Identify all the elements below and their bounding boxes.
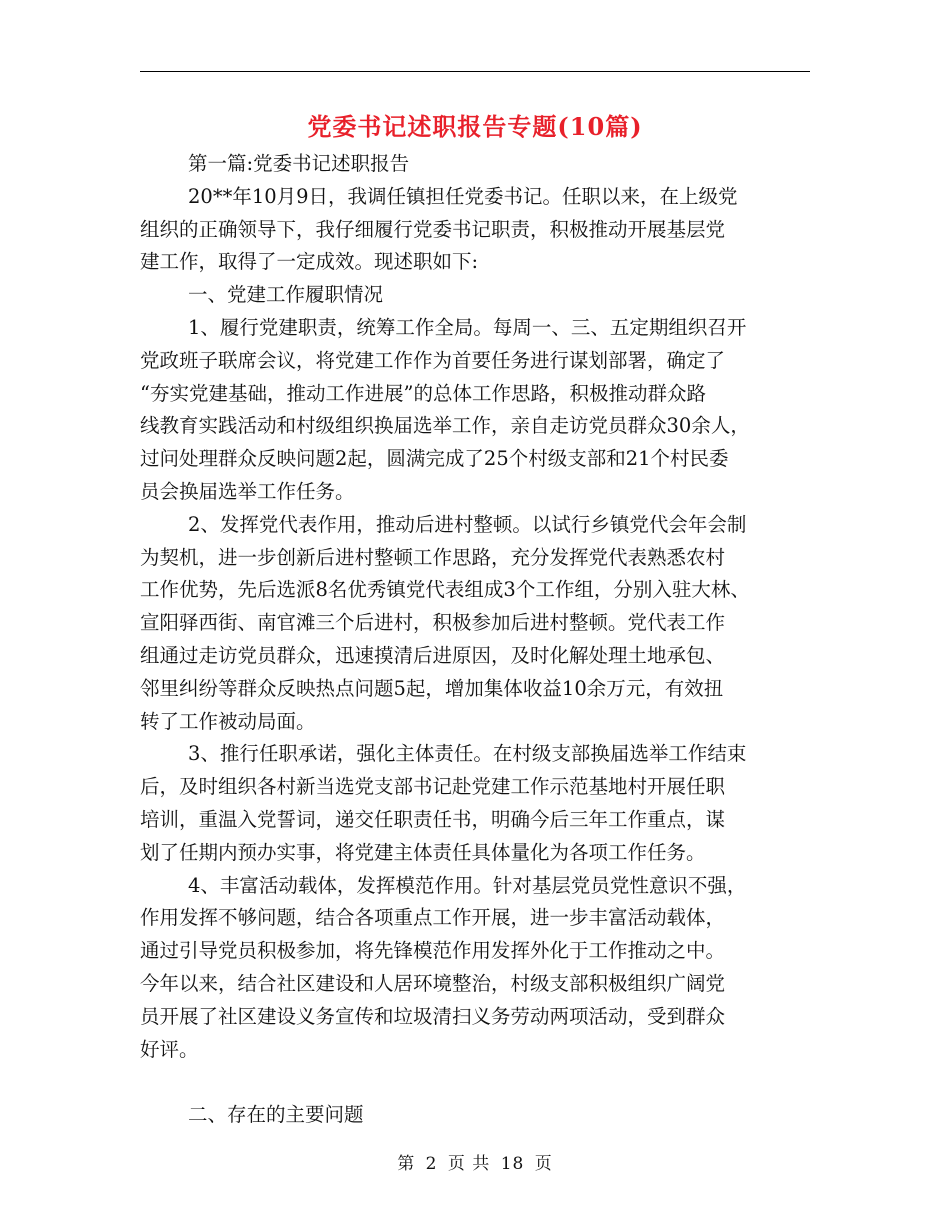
- paragraph-line: 员开展了社区建设义务宣传和垃圾清扫义务劳动两项活动，受到群众: [140, 1004, 726, 1028]
- paragraph-line: 组织的正确领导下，我仔细履行党委书记职责，积极推动开展基层党: [140, 217, 726, 241]
- paragraph-line: 为契机，进一步创新后进村整顿工作思路，充分发挥党代表熟悉农村: [140, 545, 726, 569]
- footer-current-page: 2: [425, 1154, 438, 1174]
- paragraph-line: 二、存在的主要问题: [188, 1103, 364, 1127]
- paragraph-line: 党政班子联席会议，将党建工作作为首要任务进行谋划部署，确定了: [140, 348, 726, 372]
- paragraph-line: 组通过走访党员群众，迅速摸清后进原因，及时化解处理土地承包、: [140, 643, 726, 667]
- paragraph-line: 转了工作被动局面。: [140, 709, 316, 733]
- paragraph-line: 员会换届选举工作任务。: [140, 479, 355, 503]
- paragraph-line: 培训，重温入党誓词，递交任职责任书，明确今后三年工作重点，谋: [140, 807, 726, 831]
- paragraph-line: 4、丰富活动载体，发挥模范作用。针对基层党员党性意识不强，: [188, 873, 747, 897]
- footer-suffix: 页: [534, 1154, 553, 1174]
- paragraph-line: 20**年10月9日，我调任镇担任党委书记。任职以来，在上级党: [188, 184, 738, 208]
- paragraph-line: 建工作，取得了一定成效。现述职如下:: [140, 250, 479, 274]
- document-title: 党委书记述职报告专题(10篇): [307, 112, 643, 141]
- page-footer: [0, 1152, 950, 1176]
- paragraph-line: 宣阳驿西街、南官滩三个后进村，积极参加后进村整顿。党代表工作: [140, 611, 726, 635]
- footer-total-pages: 18: [500, 1154, 525, 1174]
- document-body: [140, 148, 840, 1132]
- paragraph-line: 1、履行党建职责，统筹工作全局。每周一、三、五定期组织召开: [188, 315, 747, 339]
- paragraph-line: 通过引导党员积极参加，将先锋模范作用发挥外化于工作推动之中。: [140, 939, 726, 963]
- header-rule: [140, 71, 810, 72]
- paragraph-line: 工作优势，先后选派8名优秀镇党代表组成3个工作组，分别入驻大林、: [140, 578, 750, 602]
- paragraph-line: 后，及时组织各村新当选党支部书记赴党建工作示范基地村开展任职: [140, 775, 726, 799]
- paragraph-line: 2、发挥党代表作用，推动后进村整顿。以试行乡镇党代会年会制: [188, 512, 747, 536]
- paragraph-line: 过问处理群众反映问题2起，圆满完成了25个村级支部和21个村民委: [140, 447, 729, 471]
- paragraph-line: [140, 1066, 840, 1099]
- paragraph-line: 线教育实践活动和村级组织换届选举工作，亲自走访党员群众30余人，: [140, 414, 750, 438]
- paragraph-line: 今年以来，结合社区建设和人居环境整治，村级支部积极组织广阔党: [140, 971, 726, 995]
- paragraph-line: “夯实党建基础，推动工作进展”的总体工作思路，积极推动群众路: [140, 381, 706, 405]
- paragraph-line: 邻里纠纷等群众反映热点问题5起，增加集体收益10余万元，有效扭: [140, 676, 724, 700]
- paragraph-line: 3、推行任职承诺，强化主体责任。在村级支部换届选举工作结束: [188, 742, 747, 766]
- footer-middle: 页 共: [447, 1154, 491, 1174]
- paragraph-line: 一、党建工作履职情况: [188, 283, 384, 307]
- paragraph-line: 作用发挥不够问题，结合各项重点工作开展，进一步丰富活动载体，: [140, 906, 726, 930]
- paragraph-line: 划了任期内预办实事，将党建主体责任具体量化为各项工作任务。: [140, 840, 706, 864]
- paragraph-line: 第一篇:党委书记述职报告: [188, 152, 410, 175]
- footer-prefix: 第: [397, 1154, 416, 1174]
- paragraph-line: 好评。: [140, 1037, 199, 1061]
